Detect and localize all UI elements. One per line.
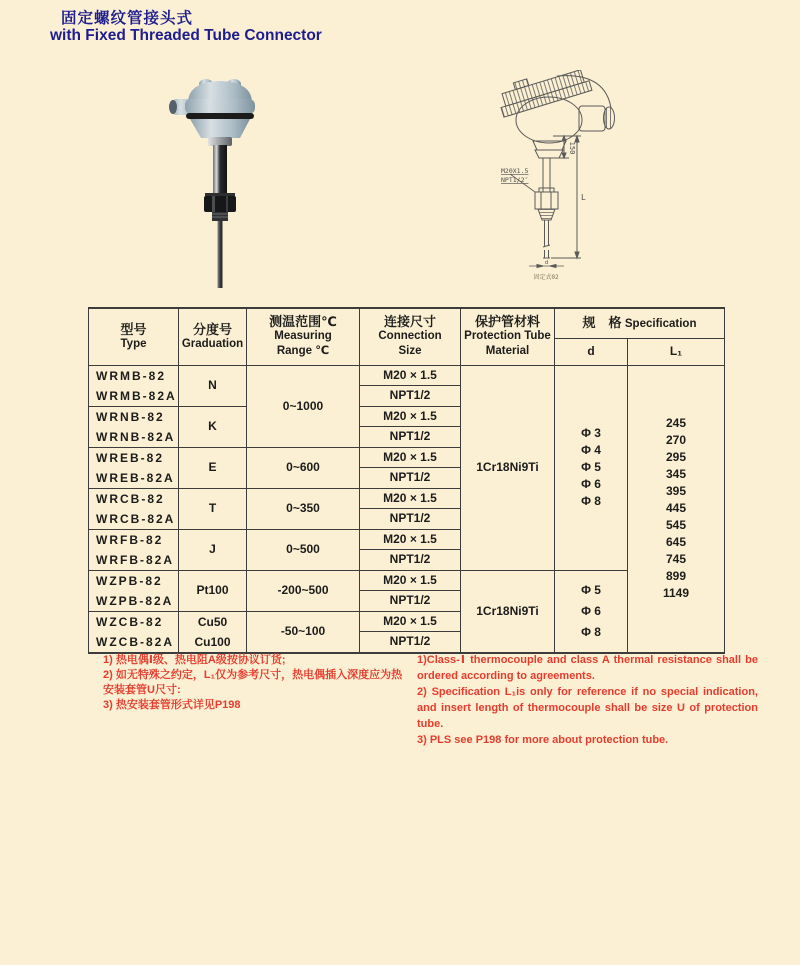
photo-collar	[208, 137, 232, 146]
graduation-cell: T	[179, 488, 247, 529]
footnote-en-2: 2) Specification L₁is only for reference if no special indication, and insert length of thermocouple shall be size U of protection tube.	[417, 686, 758, 730]
connection-cell: NPT1/2	[360, 591, 461, 612]
type-cell: WRFB-82 WRFB-82A	[89, 529, 179, 570]
photo-hex-nut	[204, 196, 236, 212]
photo-head-body	[190, 119, 250, 138]
connection-cell: M20 × 1.5	[360, 488, 461, 509]
connection-cell: NPT1/2	[360, 386, 461, 407]
thread-label-m20: M20X1.5	[501, 167, 529, 175]
range-cell: -200~500	[247, 570, 360, 611]
drawing-hex-nut	[535, 192, 558, 209]
header-connection-size: 连接尺寸 Connection Size	[360, 308, 461, 365]
type-cell: WRCB-82 WRCB-82A	[89, 488, 179, 529]
connection-cell: M20 × 1.5	[360, 365, 461, 386]
connection-cell: NPT1/2	[360, 550, 461, 571]
graduation-cell: J	[179, 529, 247, 570]
footnote-en-1: 1)Class-Ⅰ thermocouple and class A thermal resistance shall be ordered according to agreements.	[417, 654, 758, 682]
type-cell: WRNB-82 WRNB-82A	[89, 406, 179, 447]
range-cell: 0~350	[247, 488, 360, 529]
table-row	[89, 365, 725, 386]
drawing-head-cap	[495, 70, 592, 117]
material-cell: 1Cr18Ni9Ti	[461, 570, 555, 653]
type-cell: WRMB-82 WRMB-82A	[89, 365, 179, 406]
dim-d-label: d	[544, 260, 549, 266]
footnote-zh-1: 1) 热电偶Ⅰ级、热电阻A级按协议订货;	[103, 654, 286, 666]
range-cell: 0~1000	[247, 365, 360, 447]
l1-values-cell: 245 270 295 345 395 445 545 645 745 899 1149	[628, 365, 725, 653]
header-specification: 规 格 Specification	[555, 308, 725, 338]
connection-cell: M20 × 1.5	[360, 529, 461, 550]
drawing-connector	[579, 106, 605, 131]
footnotes-chinese	[103, 653, 405, 713]
header-graduation: 分度号 Graduation	[179, 308, 247, 365]
graduation-cell: Cu50 Cu100	[179, 611, 247, 653]
range-cell: 0~500	[247, 529, 360, 570]
specification-table	[88, 307, 725, 654]
connection-cell: NPT1/2	[360, 632, 461, 653]
header-measuring-range: 测温范围℃ Measuring Range ℃	[247, 308, 360, 365]
connection-cell: M20 × 1.5	[360, 447, 461, 468]
type-cell: WZPB-82 WZPB-82A	[89, 570, 179, 611]
range-cell: 0~600	[247, 447, 360, 488]
footnote-zh-2: 2) 如无特殊之约定，L₁仅为参考尺寸，热电偶插入深度应为热安装套管U尺寸:	[103, 669, 403, 696]
d-values-cell: Φ 5 Φ 6 Φ 8	[555, 570, 628, 653]
d-values-cell: Φ 3 Φ 4 Φ 5 Φ 6 Φ 8	[555, 365, 628, 570]
header-type: 型号 Type	[89, 308, 179, 365]
graduation-cell: E	[179, 447, 247, 488]
connection-cell: NPT1/2	[360, 427, 461, 448]
header-l1: L₁	[628, 338, 725, 365]
graduation-cell: Pt100	[179, 570, 247, 611]
footnote-zh-3: 3) 热安装套管形式详见P198	[103, 699, 241, 711]
thermocouple-photo	[150, 73, 310, 295]
photo-probe	[218, 221, 223, 288]
dim-L-label: L	[581, 193, 586, 202]
type-cell: WREB-82 WREB-82A	[89, 447, 179, 488]
header-protection-tube: 保护管材料 Protection Tube Material	[461, 308, 555, 365]
thermocouple-photo-art	[150, 73, 310, 295]
photo-neck-tube	[213, 145, 227, 195]
footnote-en-3: 3) PLS see P198 for more about protection tube.	[417, 734, 669, 746]
header-d: d	[555, 338, 628, 365]
connection-cell: M20 × 1.5	[360, 570, 461, 591]
photo-gasket-ring	[186, 113, 254, 119]
page-title-english: with Fixed Threaded Tube Connector	[50, 27, 322, 44]
graduation-cell: K	[179, 406, 247, 447]
graduation-cell: N	[179, 365, 247, 406]
connection-cell: M20 × 1.5	[360, 406, 461, 427]
page-title-chinese: 固定螺纹管接头式	[61, 10, 194, 27]
range-cell: -50~100	[247, 611, 360, 653]
type-cell: WZCB-82 WZCB-82A	[89, 611, 179, 653]
dim-150-label: 150	[568, 141, 576, 155]
footnotes-english	[417, 652, 758, 748]
thread-label-npt: NPT1/2″	[501, 176, 529, 184]
connection-cell: NPT1/2	[360, 468, 461, 489]
material-cell: 1Cr18Ni9Ti	[461, 365, 555, 570]
connection-cell: NPT1/2	[360, 509, 461, 530]
technical-drawing-art	[477, 70, 672, 290]
technical-drawing	[477, 70, 672, 290]
drawing-caption: 固定式02	[533, 274, 559, 281]
connection-cell: M20 × 1.5	[360, 611, 461, 632]
